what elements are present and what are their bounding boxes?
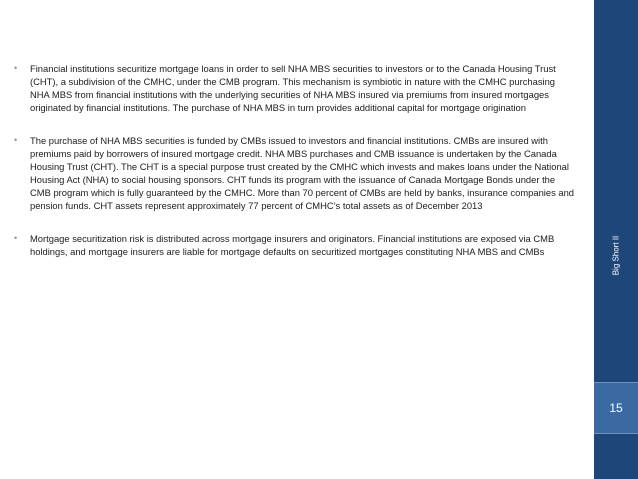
- page-number-box: [594, 382, 638, 434]
- bullet-icon: •: [14, 233, 18, 243]
- bullet-text: The purchase of NHA MBS securities is funded by CMBs issued to investors and financial institutions. CMBs are insured with premiums paid by borrowers of insured mortgage credit. NHA MBS purchases and CMB issuance is undertaken by the Canada Housing Trust (CHT). The CHT is a special purpose trust created by the CMHC which invests and makes loans under the National Housing Act (NHA) to social housing sponsors. CHT funds its program with the issuance of Canada Mortgage Bonds under the CMB program which is fully guaranteed by the CMHC. More than 70 percent of CMBs are held by banks, insurance companies and pension funds. CHT assets represent approximately 77 percent of CMHC’s total assets as of December 2013: [30, 135, 575, 211]
- sidebar-label-text: Big Short II: [611, 235, 621, 275]
- bullet-text: Mortgage securitization risk is distributed across mortgage insurers and originators. Financial institutions are exposed via CMB holdings, and mortgage insurers are liable for mortgage defaults on securitized mortgages constituting NHA MBS and CMBs: [30, 233, 555, 257]
- page-number: 15: [609, 401, 623, 415]
- bullet-icon: •: [14, 135, 18, 145]
- bullet-item: [14, 62, 576, 114]
- bullet-item: [14, 134, 576, 212]
- bullet-text: Financial institutions securitize mortgage loans in order to sell NHA MBS securities to investors or to the Canada Housing Trust (CHT), a subdivision of the CMHC, under the CMB program. This mechanism is symbiotic in nature with the CMHC purchasing NHA MBS from financial institutions with the underlying securities of NHA MBS insured via premiums from insured mortgages originated by financial institutions. The purchase of NHA MBS in turn provides additional capital for mortgage origination: [30, 63, 556, 113]
- bullet-item: [14, 232, 576, 258]
- sidebar-label: [594, 220, 638, 290]
- bullet-icon: •: [14, 63, 18, 73]
- slide-content: [14, 62, 576, 278]
